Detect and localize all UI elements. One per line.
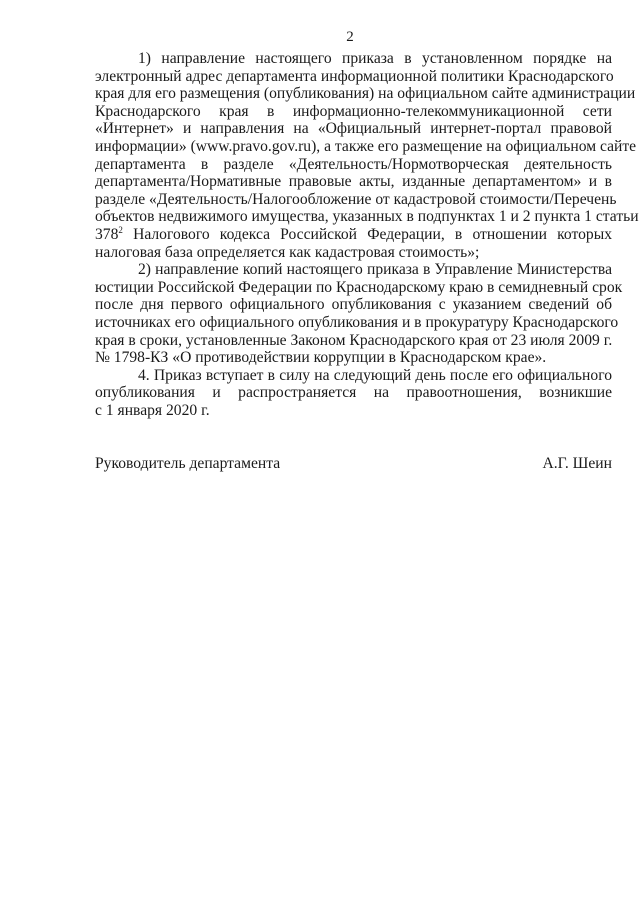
text-line: 4. Приказ вступает в силу на следующий день после его официального xyxy=(138,366,612,384)
text-line: департамента в разделе «Деятельность/Нормотворческая деятельность xyxy=(95,155,612,173)
text-line: разделе «Деятельность/Налогообложение от кадастровой стоимости/Перечень xyxy=(95,190,617,208)
page-number: 2 xyxy=(346,29,354,45)
text-line: № 1798-КЗ «О противодействии коррупции в Краснодарском крае». xyxy=(95,349,547,367)
text-line: 1) направление настоящего приказа в установленном порядке на xyxy=(138,50,612,67)
text-line: департамента/Нормативные правовые акты, изданные департаментом» и в xyxy=(95,173,612,191)
text-line-article xyxy=(95,226,612,244)
text-line: «Интернет» и направления на «Официальный интернет-портал правовой xyxy=(95,120,612,138)
paragraph-item-2 xyxy=(95,261,623,367)
text-line: источниках его официального опубликования и в прокуратуру Краснодарского xyxy=(95,313,619,331)
signatory-name: А.Г. Шеин xyxy=(542,455,612,472)
article-superscript: 2 xyxy=(118,224,123,235)
text-line: после дня первого официального опубликования с указанием сведений об xyxy=(95,296,612,314)
article-rest: Налогового кодекса Российской Федерации, в отношении которых xyxy=(122,225,612,243)
paragraph-item-1 xyxy=(95,50,639,261)
text-line: налоговая база определяется как кадастровая стоимость»; xyxy=(95,243,480,261)
article-number: 378 xyxy=(95,225,119,243)
text-line: 2) направление копий настоящего приказа в Управление Министерства xyxy=(138,261,612,279)
text-line: юстиции Российской Федерации по Краснодарскому краю в семидневный срок xyxy=(95,278,623,296)
signatory-position: Руководитель департамента xyxy=(95,455,281,472)
text-line: с 1 января 2020 г. xyxy=(95,401,210,419)
text-line: края в сроки, установленные Законом Краснодарского края от 23 июля 2009 г. xyxy=(95,331,613,349)
text-line: опубликования и распространяется на правоотношения, возникшие xyxy=(95,384,612,402)
signature-block xyxy=(95,455,612,473)
text-line: информации» (www.pravo.gov.ru), а также его размещение на официальном сайте xyxy=(95,137,637,155)
text-line: объектов недвижимого имущества, указанных в подпунктах 1 и 2 пункта 1 статьи xyxy=(95,208,639,226)
text-line: края для его размещения (опубликования) на официальном сайте администрации xyxy=(95,85,636,103)
text-line: электронный адрес департамента информационной политики Краснодарского xyxy=(95,67,614,85)
text-line: Краснодарского края в информационно-телекоммуникационной сети xyxy=(95,102,612,120)
document-body xyxy=(95,50,639,419)
paragraph-item-4 xyxy=(95,367,612,420)
